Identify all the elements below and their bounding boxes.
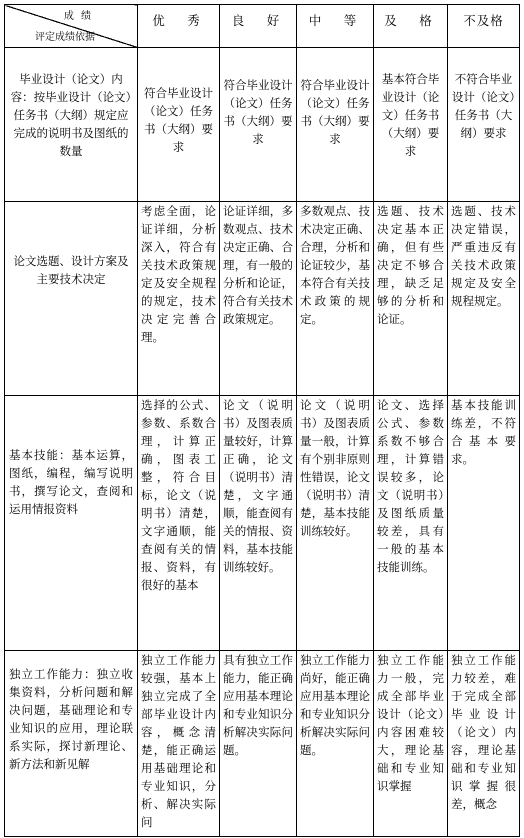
cell-independence-fail: 独立工作能力较差，难于完成全部毕业设计（论文）内容，理论基础和专业知识掌握很差，概念 — [448, 651, 520, 837]
table-row-skills — [5, 396, 520, 651]
table-row-content — [5, 48, 520, 202]
cell-topic-pass: 选题、技术决定基本正确，但有些决定不够合理，缺乏足够的分析和论证。 — [374, 202, 448, 396]
cell-content-excellent: 符合毕业设计（论文）任务书（大纲）要求 — [138, 48, 220, 202]
cell-topic-medium: 多数观点、技术决定正确、合理，分析和论证较少，基本符合有关技术政策的规定。 — [297, 202, 374, 396]
cell-skills-pass: 论文、选择公式、参数系数不够合理，计算错误较多，论文（说明书）及图纸质量较差，具有一般的基本技能训练。 — [374, 396, 448, 651]
cell-skills-fail: 基本技能训练差，不符合基本要求。 — [448, 396, 520, 651]
diagonal-header-top-label: 成 绩 — [63, 11, 93, 22]
diagonal-header-bottom-label: 评定成绩依据 — [35, 32, 95, 43]
criterion-skills: 基本技能：基本运算，图纸，编程，编写说明书，撰写论文，查阅和运用情报资料 — [5, 396, 138, 651]
cell-content-fail: 不符合毕业设计（论文）任务书（大纲）要求 — [448, 48, 520, 202]
grade-header-fail: 不及格 — [448, 5, 520, 48]
cell-topic-excellent: 考虑全面，论证详细，分析深入，符合有关技术政策规定及安全规程的规定，技术决定完善合理。 — [138, 202, 220, 396]
header-row — [5, 5, 520, 48]
grade-header-good: 良 好 — [220, 5, 297, 48]
cell-topic-good: 论证详细，多数观点、技术决定正确、合理，有一般的分析和论证，符合有关技术政策规定。 — [220, 202, 297, 396]
table-row-topic — [5, 202, 520, 396]
cell-topic-fail: 选题、技术决定错误，严重违反有关技术政策规定及安全规程规定。 — [448, 202, 520, 396]
table-row-independence — [5, 651, 520, 837]
cell-independence-good: 具有独立工作能力，能正确应用基本理论和专业知识分析解决实际问题。 — [220, 651, 297, 837]
criterion-independence: 独立工作能力：独立收集资料，分析问题和解决问题，基础理论和专业知识的应用，理论联系实际，探讨新理论、新方法和新见解 — [5, 651, 138, 837]
cell-skills-good: 论文（说明书）及图表质量较好，计算正确，论文（说明书）清楚，文字通顺，能查阅有关的情报、资料，基本技能训练较好。 — [220, 396, 297, 651]
cell-skills-medium: 论文（说明书）及图表质量一般，计算有个别非原则性错误，论文（说明书）清楚，基本技能训练较好。 — [297, 396, 374, 651]
criterion-content: 毕业设计（论文）内容：按毕业设计（论文）任务书（大纲）规定应完成的说明书及图纸的数量 — [5, 48, 138, 202]
grade-header-pass: 及 格 — [374, 5, 448, 48]
cell-skills-excellent: 选择的公式、参数、系数合理，计算正确，图表工整，符合目标，论文（说明书）清楚，文字通顺，能查阅有关的情报、资料，有很好的基本 — [138, 396, 220, 651]
grade-header-excellent: 优 秀 — [138, 5, 220, 48]
cell-independence-pass: 独立工作能力一般，完成全部毕业设计（论文）内容困难较大，理论基础和专业知识掌握 — [374, 651, 448, 837]
cell-content-pass: 基本符合毕业设计（论文）任务书（大纲）要求 — [374, 48, 448, 202]
criterion-topic: 论文选题、设计方案及主要技术决定 — [5, 202, 138, 396]
grading-criteria-table — [4, 4, 520, 837]
cell-content-good: 符合毕业设计（论文）任务书（大纲）要求 — [220, 48, 297, 202]
grade-header-medium: 中 等 — [297, 5, 374, 48]
diagonal-header-cell — [5, 5, 138, 48]
cell-content-medium: 符合毕业设计（论文）任务书（大纲）要求 — [297, 48, 374, 202]
cell-independence-medium: 独立工作能力尚好，能正确应用基本理论和专业知识分析解决实际问题。 — [297, 651, 374, 837]
cell-independence-excellent: 独立工作能力较强，基本上独立完成了全部毕业设计内容，概念清楚，能正确运用基础理论和专业知识，分析、解决实际问 — [138, 651, 220, 837]
